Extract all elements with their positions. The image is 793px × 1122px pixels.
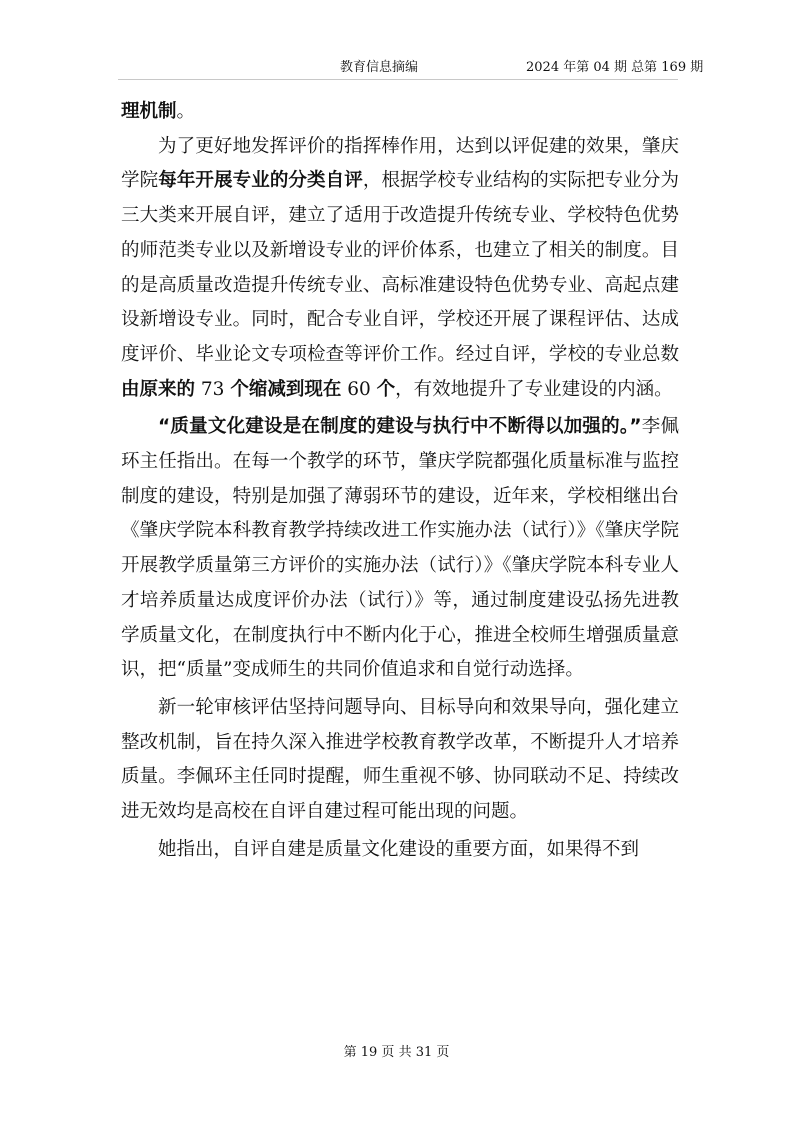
bold-text: 理机制: [121, 101, 177, 122]
bold-text: 每年开展专业的分类自评: [158, 170, 363, 192]
body-text: 新一轮审核评估坚持问题导向、目标导向和效果导向，强化建立整改机制，旨在持久深入推进学校教育教学改革，不断提升人才培养质量。李佩环主任同时提醒，师生重视不够、协同联动不足、持续改进无效均是高校在自评自建过程可能出现的问题。: [121, 696, 679, 823]
body-text: 73: [195, 378, 231, 400]
body-text: 她指出，自评自建是质量文化建设的重要方面，如果得不到: [158, 838, 640, 860]
bold-text: 由原来的: [121, 378, 196, 400]
paragraph-audit-evaluation: [121, 691, 679, 830]
bold-text: 个: [376, 378, 396, 400]
header-divider: [118, 79, 678, 80]
running-header: [0, 56, 793, 78]
paragraph-closing: [121, 833, 679, 868]
body-text: ，有效地提升了专业建设的内涵。: [395, 378, 673, 400]
issue-info: 2024 年第 04 期 总第 169 期: [526, 60, 704, 75]
article-body: [121, 95, 679, 867]
paragraph-self-evaluation: [121, 130, 679, 408]
paragraph-quality-culture: [121, 410, 679, 688]
body-text: 。: [176, 101, 196, 122]
body-text: 为了更好地发挥评价的指挥棒作用，达到以评促建的效果，肇庆学院: [121, 135, 679, 192]
page-number: 第 19 页 共 31 页: [343, 1045, 450, 1060]
bold-text: 个缩减到现在: [230, 378, 342, 400]
paragraph-continuation: [121, 95, 679, 130]
body-text: 李佩环主任指出。在每一个教学的环节，肇庆学院都强化质量标准与监控制度的建设，特别是加强了薄弱环节的建设，近年来，学校相继出台《肇庆学院本科教育教学持续改进工作实施办法（试行）》《肇庆学院开展教学质量第三方评价的实施办法（试行）》《肇庆学院本科专业人才培养质量达成度评价办法（试行）》等，通过制度建设弘扬先进教学质量文化，在制度执行中不断内化于心，推进全校师生增强质量意识，把“质量”变成师生的共同价值追求和自觉行动选择。: [121, 416, 679, 681]
body-text: ，根据学校专业结构的实际把专业分为三大类来开展自评，建立了适用于改造提升传统专业、学校特色优势的师范类专业以及新增设专业的评价体系，也建立了相关的制度。目的是高质量改造提升传统专业、高标准建设特色优势专业、高起点建设新增设专业。同时，配合专业自评，学校还开展了课程评估、达成度评价、毕业论文专项检查等评价工作。经过自评，学校的专业总数: [121, 170, 679, 365]
body-text: 60: [341, 378, 377, 400]
journal-title: 教育信息摘编: [340, 60, 419, 75]
bold-quote: “质量文化建设是在制度的建设与执行中不断得以加强的。”: [158, 416, 642, 438]
